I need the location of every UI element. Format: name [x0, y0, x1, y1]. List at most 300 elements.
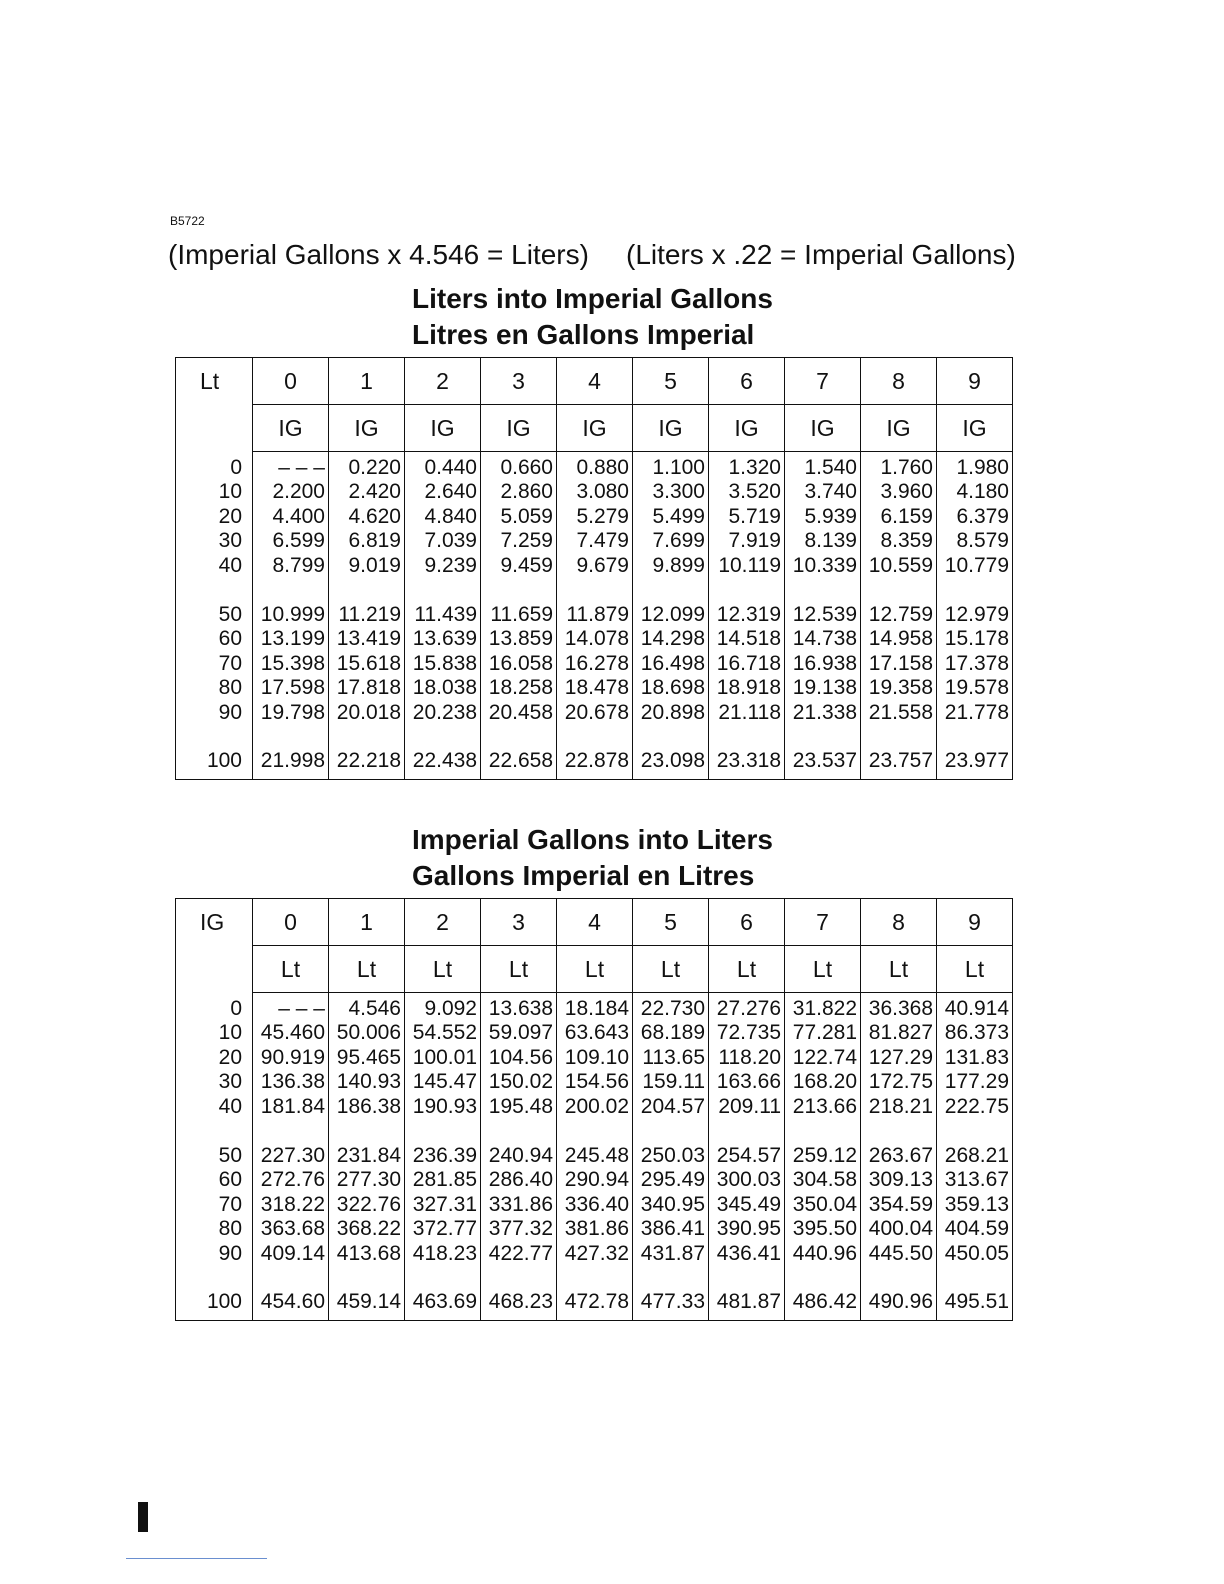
table-cell: 145.47	[405, 1070, 481, 1095]
unit-label: Lt	[481, 946, 557, 993]
table-row	[176, 1168, 1013, 1193]
corner-label: IG	[200, 908, 225, 935]
table-cell: 3.300	[633, 480, 709, 505]
table-row	[176, 749, 1013, 780]
table-cell: 404.59	[937, 1217, 1013, 1242]
row-group-spacer	[176, 725, 1013, 749]
table-cell: 13.859	[481, 627, 557, 652]
table-cell: 218.21	[861, 1095, 937, 1120]
table-cell: 277.30	[329, 1168, 405, 1193]
table-row	[176, 1046, 1013, 1071]
unit-label: Lt	[861, 946, 937, 993]
table-cell: 7.039	[405, 529, 481, 554]
table-cell: 9.092	[405, 993, 481, 1022]
table-cell: 186.38	[329, 1095, 405, 1120]
table-cell: 3.740	[785, 480, 861, 505]
table-cell: 68.189	[633, 1021, 709, 1046]
table-cell: 18.258	[481, 676, 557, 701]
table-cell: 427.32	[557, 1242, 633, 1267]
table2-heading	[412, 822, 773, 894]
table-cell: 90.919	[253, 1046, 329, 1071]
table-cell: 327.31	[405, 1193, 481, 1218]
row-label: 30	[218, 529, 242, 553]
table-cell: 11.659	[481, 602, 557, 627]
table-cell: 345.49	[709, 1193, 785, 1218]
table-cell: 177.29	[937, 1070, 1013, 1095]
column-header: 6	[709, 358, 785, 405]
table-cell: 12.319	[709, 602, 785, 627]
table-cell: 23.537	[785, 749, 861, 780]
table-cell: 77.281	[785, 1021, 861, 1046]
table-cell: 10.999	[253, 602, 329, 627]
table-cell: 190.93	[405, 1095, 481, 1120]
table-cell: 4.180	[937, 480, 1013, 505]
table-row	[176, 1193, 1013, 1218]
table-cell: 377.32	[481, 1217, 557, 1242]
table-cell: 86.373	[937, 1021, 1013, 1046]
table-cell: 418.23	[405, 1242, 481, 1267]
column-header: 1	[329, 358, 405, 405]
table-cell: 1.760	[861, 452, 937, 481]
table-cell: 22.438	[405, 749, 481, 780]
document-code: B5722	[170, 214, 205, 228]
table-cell: 386.41	[633, 1217, 709, 1242]
table-cell: 27.276	[709, 993, 785, 1022]
unit-row-blank	[176, 946, 253, 993]
table-cell: 13.419	[329, 627, 405, 652]
table-cell: 95.465	[329, 1046, 405, 1071]
table-cell: 118.20	[709, 1046, 785, 1071]
table-cell: 2.860	[481, 480, 557, 505]
table-cell: 7.259	[481, 529, 557, 554]
table-cell: 18.038	[405, 676, 481, 701]
table-cell: 20.458	[481, 701, 557, 726]
table-row	[176, 1021, 1013, 1046]
row-label: 20	[218, 504, 242, 528]
table-cell: 11.219	[329, 602, 405, 627]
column-header: 4	[557, 899, 633, 946]
column-header: 1	[329, 899, 405, 946]
table-cell: 454.60	[253, 1290, 329, 1321]
table-row	[176, 676, 1013, 701]
table-cell: 0.220	[329, 452, 405, 481]
table2-title-en: Imperial Gallons into Liters	[412, 824, 773, 855]
table1-title-fr: Litres en Gallons Imperial	[412, 319, 755, 350]
table-cell: 422.77	[481, 1242, 557, 1267]
table-cell: 368.22	[329, 1217, 405, 1242]
table-cell: 19.578	[937, 676, 1013, 701]
table-cell: 363.68	[253, 1217, 329, 1242]
table-cell: 2.200	[253, 480, 329, 505]
table-cell: 2.640	[405, 480, 481, 505]
table-row	[176, 529, 1013, 554]
row-label: 90	[218, 1242, 242, 1266]
table-cell: 3.520	[709, 480, 785, 505]
table-cell: 200.02	[557, 1095, 633, 1120]
table-cell: 63.643	[557, 1021, 633, 1046]
table-cell: 136.38	[253, 1070, 329, 1095]
unit-label: Lt	[405, 946, 481, 993]
table-cell: 6.819	[329, 529, 405, 554]
table-cell: 23.098	[633, 749, 709, 780]
table-cell: 0.880	[557, 452, 633, 481]
table-cell: 72.735	[709, 1021, 785, 1046]
table-row	[176, 1242, 1013, 1267]
table-row	[176, 627, 1013, 652]
table-row	[176, 480, 1013, 505]
row-label: 20	[218, 1045, 242, 1069]
table-cell: 209.11	[709, 1095, 785, 1120]
unit-label: Lt	[633, 946, 709, 993]
row-label: 10	[218, 480, 242, 504]
table-row	[176, 554, 1013, 579]
table-cell: 381.86	[557, 1217, 633, 1242]
table-cell: 450.05	[937, 1242, 1013, 1267]
table-cell: 304.58	[785, 1168, 861, 1193]
table-cell: 11.439	[405, 602, 481, 627]
table-cell: 481.87	[709, 1290, 785, 1321]
row-label: 100	[206, 749, 242, 773]
table-cell: 1.540	[785, 452, 861, 481]
table-cell: 350.04	[785, 1193, 861, 1218]
unit-label: Lt	[253, 946, 329, 993]
table-cell: 7.699	[633, 529, 709, 554]
column-header: 0	[253, 358, 329, 405]
table-cell: 14.958	[861, 627, 937, 652]
table-cell: 21.118	[709, 701, 785, 726]
table-cell: 31.822	[785, 993, 861, 1022]
table-cell: 463.69	[405, 1290, 481, 1321]
table-cell: 81.827	[861, 1021, 937, 1046]
table-cell: 5.059	[481, 505, 557, 530]
table-cell: 9.019	[329, 554, 405, 579]
column-header: 9	[937, 899, 1013, 946]
table-cell: 14.518	[709, 627, 785, 652]
table-cell: 5.719	[709, 505, 785, 530]
table-row	[176, 701, 1013, 726]
table-cell: 23.757	[861, 749, 937, 780]
table-cell: 12.759	[861, 602, 937, 627]
table-cell: 222.75	[937, 1095, 1013, 1120]
unit-label: IG	[329, 405, 405, 452]
table-cell: 20.018	[329, 701, 405, 726]
table-cell: 245.48	[557, 1143, 633, 1168]
table-cell: 390.95	[709, 1217, 785, 1242]
table-cell: 8.799	[253, 554, 329, 579]
table-cell: 15.398	[253, 652, 329, 677]
column-header: 6	[709, 899, 785, 946]
table-cell: 440.96	[785, 1242, 861, 1267]
table-cell: 18.698	[633, 676, 709, 701]
table-cell: 14.298	[633, 627, 709, 652]
table-cell: 21.558	[861, 701, 937, 726]
table-cell: – – –	[253, 993, 329, 1022]
column-header: 7	[785, 358, 861, 405]
column-header: 5	[633, 899, 709, 946]
table-cell: 54.552	[405, 1021, 481, 1046]
table-cell: 17.818	[329, 676, 405, 701]
table-cell: 213.66	[785, 1095, 861, 1120]
table-cell: 431.87	[633, 1242, 709, 1267]
table-cell: 17.378	[937, 652, 1013, 677]
unit-label: Lt	[329, 946, 405, 993]
table1-title-en: Liters into Imperial Gallons	[412, 283, 773, 314]
table-cell: 472.78	[557, 1290, 633, 1321]
table-cell: 50.006	[329, 1021, 405, 1046]
table-cell: 17.598	[253, 676, 329, 701]
row-group-spacer	[176, 1266, 1013, 1290]
table-cell: 22.878	[557, 749, 633, 780]
column-header-row	[176, 358, 1013, 405]
row-label: 80	[218, 1217, 242, 1241]
table-cell: 1.100	[633, 452, 709, 481]
unit-label: IG	[861, 405, 937, 452]
table-cell: 1.320	[709, 452, 785, 481]
column-header-row	[176, 899, 1013, 946]
table-cell: 236.39	[405, 1143, 481, 1168]
table-cell: 13.638	[481, 993, 557, 1022]
unit-label: Lt	[937, 946, 1013, 993]
table-cell: 331.86	[481, 1193, 557, 1218]
table-cell: 19.358	[861, 676, 937, 701]
table-cell: 22.730	[633, 993, 709, 1022]
row-label: 60	[218, 1168, 242, 1192]
table-cell: 14.738	[785, 627, 861, 652]
table-cell: 21.778	[937, 701, 1013, 726]
table-cell: 23.318	[709, 749, 785, 780]
table-cell: 21.998	[253, 749, 329, 780]
column-header: 7	[785, 899, 861, 946]
table-cell: 16.498	[633, 652, 709, 677]
unit-label: IG	[633, 405, 709, 452]
table-cell: 354.59	[861, 1193, 937, 1218]
table-cell: 17.158	[861, 652, 937, 677]
table-cell: 18.184	[557, 993, 633, 1022]
formula-gallons-to-liters: (Imperial Gallons x 4.546 = Liters)	[168, 239, 589, 270]
table-cell: 10.559	[861, 554, 937, 579]
column-header: 4	[557, 358, 633, 405]
table-cell: 16.058	[481, 652, 557, 677]
table-cell: 19.138	[785, 676, 861, 701]
table-cell: 15.178	[937, 627, 1013, 652]
gallons-to-liters-table	[175, 898, 1013, 1321]
table-cell: 8.139	[785, 529, 861, 554]
row-group-spacer	[176, 578, 1013, 602]
table-cell: 11.879	[557, 602, 633, 627]
table-cell: 318.22	[253, 1193, 329, 1218]
table-cell: 15.838	[405, 652, 481, 677]
table-cell: 5.279	[557, 505, 633, 530]
table-row	[176, 505, 1013, 530]
table-cell: 477.33	[633, 1290, 709, 1321]
table-cell: 15.618	[329, 652, 405, 677]
table-cell: 300.03	[709, 1168, 785, 1193]
table-cell: 5.499	[633, 505, 709, 530]
table-row	[176, 602, 1013, 627]
footer-rule	[126, 1558, 267, 1559]
column-header: 2	[405, 358, 481, 405]
table-row	[176, 1095, 1013, 1120]
table-row	[176, 1217, 1013, 1242]
table-cell: 18.918	[709, 676, 785, 701]
table-cell: 7.479	[557, 529, 633, 554]
table-cell: 4.546	[329, 993, 405, 1022]
table1-heading	[412, 281, 773, 353]
table-cell: 413.68	[329, 1242, 405, 1267]
table-cell: 140.93	[329, 1070, 405, 1095]
table-cell: 131.83	[937, 1046, 1013, 1071]
row-label: 10	[218, 1021, 242, 1045]
table-row	[176, 652, 1013, 677]
table-cell: 6.379	[937, 505, 1013, 530]
table-cell: 172.75	[861, 1070, 937, 1095]
table-cell: 409.14	[253, 1242, 329, 1267]
table-cell: 263.67	[861, 1143, 937, 1168]
column-header: 0	[253, 899, 329, 946]
table-cell: 40.914	[937, 993, 1013, 1022]
table-cell: 309.13	[861, 1168, 937, 1193]
table-cell: 12.979	[937, 602, 1013, 627]
column-header: 5	[633, 358, 709, 405]
table-cell: 395.50	[785, 1217, 861, 1242]
row-label: 90	[218, 701, 242, 725]
unit-label: Lt	[557, 946, 633, 993]
table-cell: 290.94	[557, 1168, 633, 1193]
table-cell: 4.840	[405, 505, 481, 530]
row-label: 40	[218, 554, 242, 578]
table-cell: 340.95	[633, 1193, 709, 1218]
row-label: 50	[218, 602, 242, 626]
table2-title-fr: Gallons Imperial en Litres	[412, 860, 755, 891]
table-cell: 109.10	[557, 1046, 633, 1071]
table-cell: 20.678	[557, 701, 633, 726]
table-cell: 490.96	[861, 1290, 937, 1321]
table-cell: 0.660	[481, 452, 557, 481]
table-cell: 20.238	[405, 701, 481, 726]
table-cell: 8.359	[861, 529, 937, 554]
unit-label: IG	[253, 405, 329, 452]
column-header: 8	[861, 899, 937, 946]
row-label: 80	[218, 676, 242, 700]
table-cell: 2.420	[329, 480, 405, 505]
table-cell: 9.239	[405, 554, 481, 579]
table-row	[176, 1290, 1013, 1321]
table-cell: 9.899	[633, 554, 709, 579]
table-cell: 295.49	[633, 1168, 709, 1193]
table-row	[176, 1143, 1013, 1168]
column-header: 2	[405, 899, 481, 946]
unit-label: IG	[405, 405, 481, 452]
table-cell: 127.29	[861, 1046, 937, 1071]
table-cell: 18.478	[557, 676, 633, 701]
table-cell: 468.23	[481, 1290, 557, 1321]
margin-bar-mark	[138, 1502, 148, 1532]
table-cell: 286.40	[481, 1168, 557, 1193]
row-group-spacer	[176, 1119, 1013, 1143]
row-label: 70	[218, 1192, 242, 1216]
table-cell: 5.939	[785, 505, 861, 530]
table-cell: 19.798	[253, 701, 329, 726]
unit-row	[176, 946, 1013, 993]
unit-label: IG	[557, 405, 633, 452]
column-header: 9	[937, 358, 1013, 405]
table-cell: 10.339	[785, 554, 861, 579]
table-cell: 22.658	[481, 749, 557, 780]
table-cell: 272.76	[253, 1168, 329, 1193]
table-cell: 10.779	[937, 554, 1013, 579]
table-cell: 16.938	[785, 652, 861, 677]
table-row	[176, 993, 1013, 1022]
table-cell: 8.579	[937, 529, 1013, 554]
table-row	[176, 452, 1013, 481]
row-label: 60	[218, 627, 242, 651]
table-cell: 7.919	[709, 529, 785, 554]
table-cell: 372.77	[405, 1217, 481, 1242]
liters-to-gallons-table	[175, 357, 1013, 780]
table-cell: 9.679	[557, 554, 633, 579]
row-label: 70	[218, 651, 242, 675]
unit-label: Lt	[785, 946, 861, 993]
table-cell: 495.51	[937, 1290, 1013, 1321]
unit-row-blank	[176, 405, 253, 452]
corner-label: Lt	[200, 367, 220, 394]
table-cell: 163.66	[709, 1070, 785, 1095]
table-cell: 22.218	[329, 749, 405, 780]
table-cell: 486.42	[785, 1290, 861, 1321]
row-label: 0	[230, 455, 242, 479]
table-cell: 21.338	[785, 701, 861, 726]
table-cell: 204.57	[633, 1095, 709, 1120]
column-header: 8	[861, 358, 937, 405]
table-cell: 10.119	[709, 554, 785, 579]
table-cell: 0.440	[405, 452, 481, 481]
table-cell: 259.12	[785, 1143, 861, 1168]
table-cell: 14.078	[557, 627, 633, 652]
table-cell: 231.84	[329, 1143, 405, 1168]
table-cell: – – –	[253, 452, 329, 481]
table-cell: 3.080	[557, 480, 633, 505]
table-cell: 254.57	[709, 1143, 785, 1168]
row-label: 0	[230, 996, 242, 1020]
table-cell: 436.41	[709, 1242, 785, 1267]
table-cell: 268.21	[937, 1143, 1013, 1168]
row-label: 100	[206, 1290, 242, 1314]
table-cell: 100.01	[405, 1046, 481, 1071]
unit-label: IG	[481, 405, 557, 452]
row-label: 40	[218, 1095, 242, 1119]
unit-label: Lt	[709, 946, 785, 993]
table-cell: 445.50	[861, 1242, 937, 1267]
table-cell: 227.30	[253, 1143, 329, 1168]
table-cell: 3.960	[861, 480, 937, 505]
table-cell: 240.94	[481, 1143, 557, 1168]
table-cell: 1.980	[937, 452, 1013, 481]
table-cell: 16.718	[709, 652, 785, 677]
table-cell: 6.159	[861, 505, 937, 530]
table-cell: 59.097	[481, 1021, 557, 1046]
table-cell: 150.02	[481, 1070, 557, 1095]
table-cell: 36.368	[861, 993, 937, 1022]
table-cell: 9.459	[481, 554, 557, 579]
table-cell: 400.04	[861, 1217, 937, 1242]
unit-label: IG	[709, 405, 785, 452]
table-cell: 12.539	[785, 602, 861, 627]
table-cell: 195.48	[481, 1095, 557, 1120]
table-row	[176, 1070, 1013, 1095]
table-cell: 12.099	[633, 602, 709, 627]
table-cell: 13.199	[253, 627, 329, 652]
table-cell: 250.03	[633, 1143, 709, 1168]
